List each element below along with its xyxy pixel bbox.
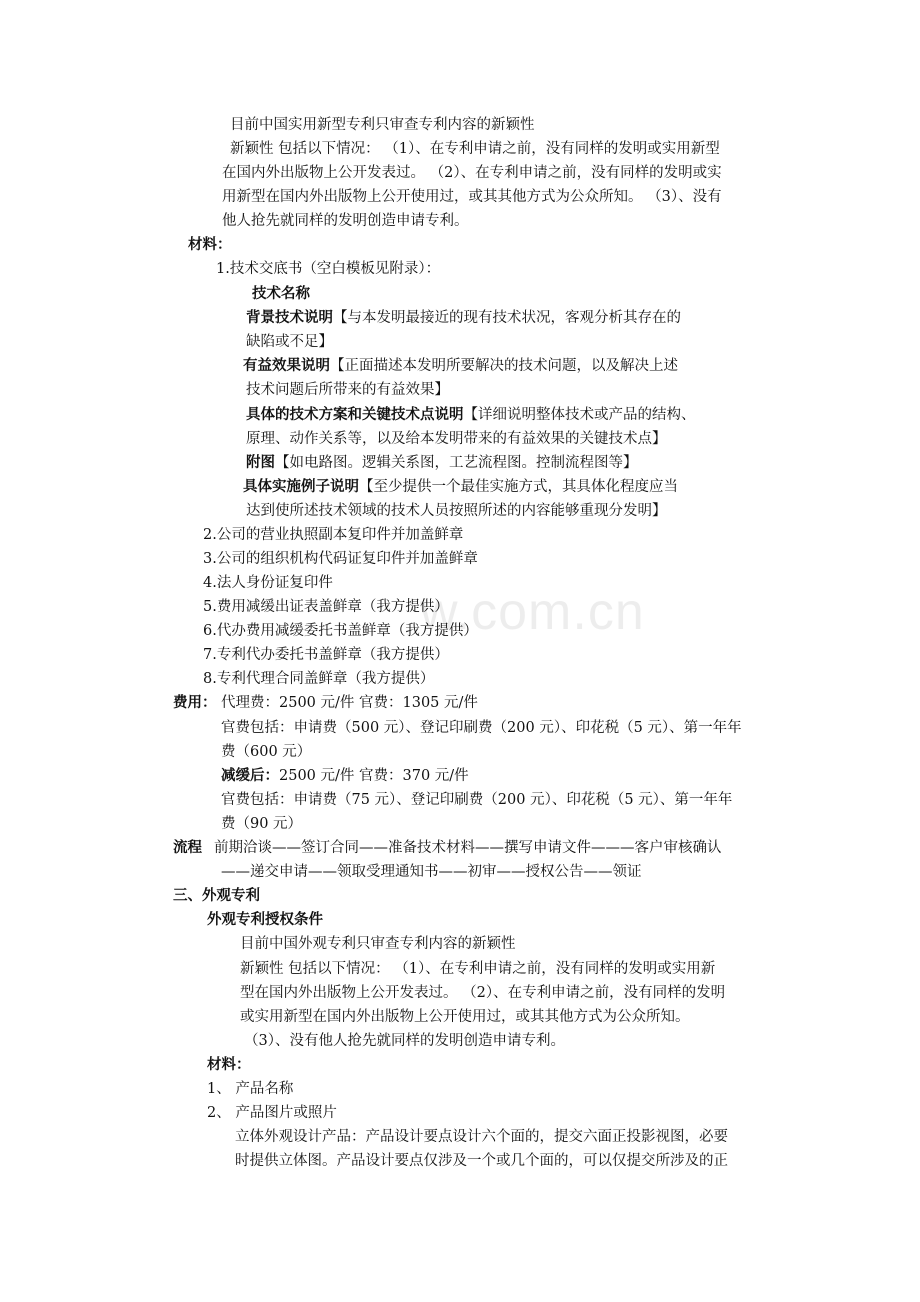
fees-line-4a: 官费包括：申请费（75 元）、登记印刷费（200 元）、印花税（5 元）、第一年年 xyxy=(221,792,733,808)
design-desc-line-1: 立体外观设计产品：产品设计要点设计六个面的，提交六面正投影视图，必要 xyxy=(235,1129,728,1145)
benefit-label: 有益效果说明 xyxy=(243,357,330,374)
fees-line-1: 代理费：2500 元/件 官费：1305 元/件 xyxy=(221,695,478,711)
scheme-line-2: 原理、动作关系等，以及给本发明带来的有益效果的关键技术点】 xyxy=(246,431,667,447)
design-novelty-line-2: 型在国内外出版物上公开发表过。 （2）、在专利申请之前，没有同样的发明 xyxy=(240,985,726,1001)
example-label: 具体实施例子说明 xyxy=(243,478,359,495)
background-line-1 xyxy=(246,306,681,330)
background-line-2: 缺陷或不足】 xyxy=(246,334,333,350)
example-text: 【至少提供一个最佳实施方式，其具体化程度应当 xyxy=(359,479,678,495)
material-item-1: 1.技术交底书（空白模板见附录）： xyxy=(216,261,441,277)
example-line-2: 达到使所述技术领域的技术人员按照所述的内容能够重现分发明】 xyxy=(246,503,667,519)
design-heading: 三、外观专利 xyxy=(173,887,260,904)
utility-novelty-line-4: 他人抢先就同样的发明创造申请专利。 xyxy=(222,213,469,229)
process-label: 流程 xyxy=(173,839,202,856)
design-desc-line-2: 时提供立体图。产品设计要点仅涉及一个或几个面的，可以仅提交所涉及的正 xyxy=(235,1153,728,1169)
design-novelty-line-3: 或实用新型在国内外出版物上公开使用过，或其其他方式为公众所知。 xyxy=(240,1009,690,1025)
background-label: 背景技术说明 xyxy=(246,309,333,326)
benefit-line-2: 技术问题后所带来的有益效果】 xyxy=(246,382,449,398)
utility-intro: 目前中国实用新型专利只审查专利内容的新颖性 xyxy=(230,117,535,133)
scheme-label: 具体的技术方案和关键技术点说明 xyxy=(246,406,464,423)
scheme-text: 【详细说明整体技术或产品的结构、 xyxy=(463,407,696,423)
materials-label: 材料： xyxy=(188,236,232,253)
utility-novelty-line-2: 在国内外出版物上公开发表过。 （2）、在专利申请之前，没有同样的发明或实 xyxy=(222,165,722,181)
design-item-2: 2、 产品图片或照片 xyxy=(207,1105,337,1121)
design-novelty-line-1: 新颖性 包括以下情况： （1）、在专利申请之前，没有同样的发明或实用新 xyxy=(240,961,716,977)
material-item-8: 8.专利代理合同盖鲜章（我方提供） xyxy=(203,671,435,687)
design-intro: 目前中国外观专利只审查专利内容的新颖性 xyxy=(240,936,516,952)
fees-line-2a: 官费包括：申请费（500 元）、登记印刷费（200 元）、印花税（5 元）、第一年年 xyxy=(221,720,742,736)
material-item-4: 4.法人身份证复印件 xyxy=(203,575,333,591)
benefit-text: 【正面描述本发明所要解决的技术问题，以及解决上述 xyxy=(330,358,678,374)
material-item-5: 5.费用减缓出证表盖鲜章（我方提供） xyxy=(203,599,449,615)
material-item-2: 2.公司的营业执照副本复印件并加盖鲜章 xyxy=(203,527,464,543)
fees-reduced-text: 2500 元/件 官费：370 元/件 xyxy=(279,768,469,784)
figure-label: 附图 xyxy=(246,454,275,471)
fees-line-4b: 费（90 元） xyxy=(221,816,303,832)
design-novelty-line-4: （3）、没有他人抢先就同样的发明创造申请专利。 xyxy=(244,1033,565,1049)
utility-novelty-line-1: 新颖性 包括以下情况： （1）、在专利申请之前，没有同样的发明或实用新型 xyxy=(230,141,720,157)
benefit-line-1 xyxy=(243,354,678,378)
design-item-1: 1、 产品名称 xyxy=(207,1081,294,1097)
material-item-3: 3.公司的组织机构代码证复印件并加盖鲜章 xyxy=(203,551,478,567)
process-line-2: ——递交申请——领取受理通知书——初审——授权公告——领证 xyxy=(221,864,642,880)
fees-label: 费用： xyxy=(173,694,217,711)
watermark: w.com.cn xyxy=(420,583,645,641)
material-item-6: 6.代办费用减缓委托书盖鲜章（我方提供） xyxy=(203,623,478,639)
example-line-1 xyxy=(243,475,678,499)
background-text: 【与本发明最接近的现有技术状况，客观分析其存在的 xyxy=(333,310,681,326)
scheme-line-1 xyxy=(246,403,696,427)
utility-novelty-line-3: 用新型在国内外出版物上公开使用过，或其其他方式为公众所知。 （3）、没有 xyxy=(222,189,722,205)
design-materials-label: 材料： xyxy=(207,1056,251,1073)
fees-line-2b: 费（600 元） xyxy=(221,744,312,760)
material-item-7: 7.专利代办委托书盖鲜章（我方提供） xyxy=(203,647,449,663)
fees-reduced-label: 减缓后： xyxy=(221,767,279,784)
tech-name: 技术名称 xyxy=(252,285,310,302)
design-subheading: 外观专利授权条件 xyxy=(207,911,323,928)
figure-text: 【如电路图。逻辑关系图，工艺流程图。控制流程图等】 xyxy=(275,455,638,471)
fees-reduced-line xyxy=(221,764,469,788)
process-line-1: 前期洽谈——签订合同——准备技术材料——撰写申请文件———客户审核确认 xyxy=(214,840,722,856)
figure-line xyxy=(246,451,638,475)
